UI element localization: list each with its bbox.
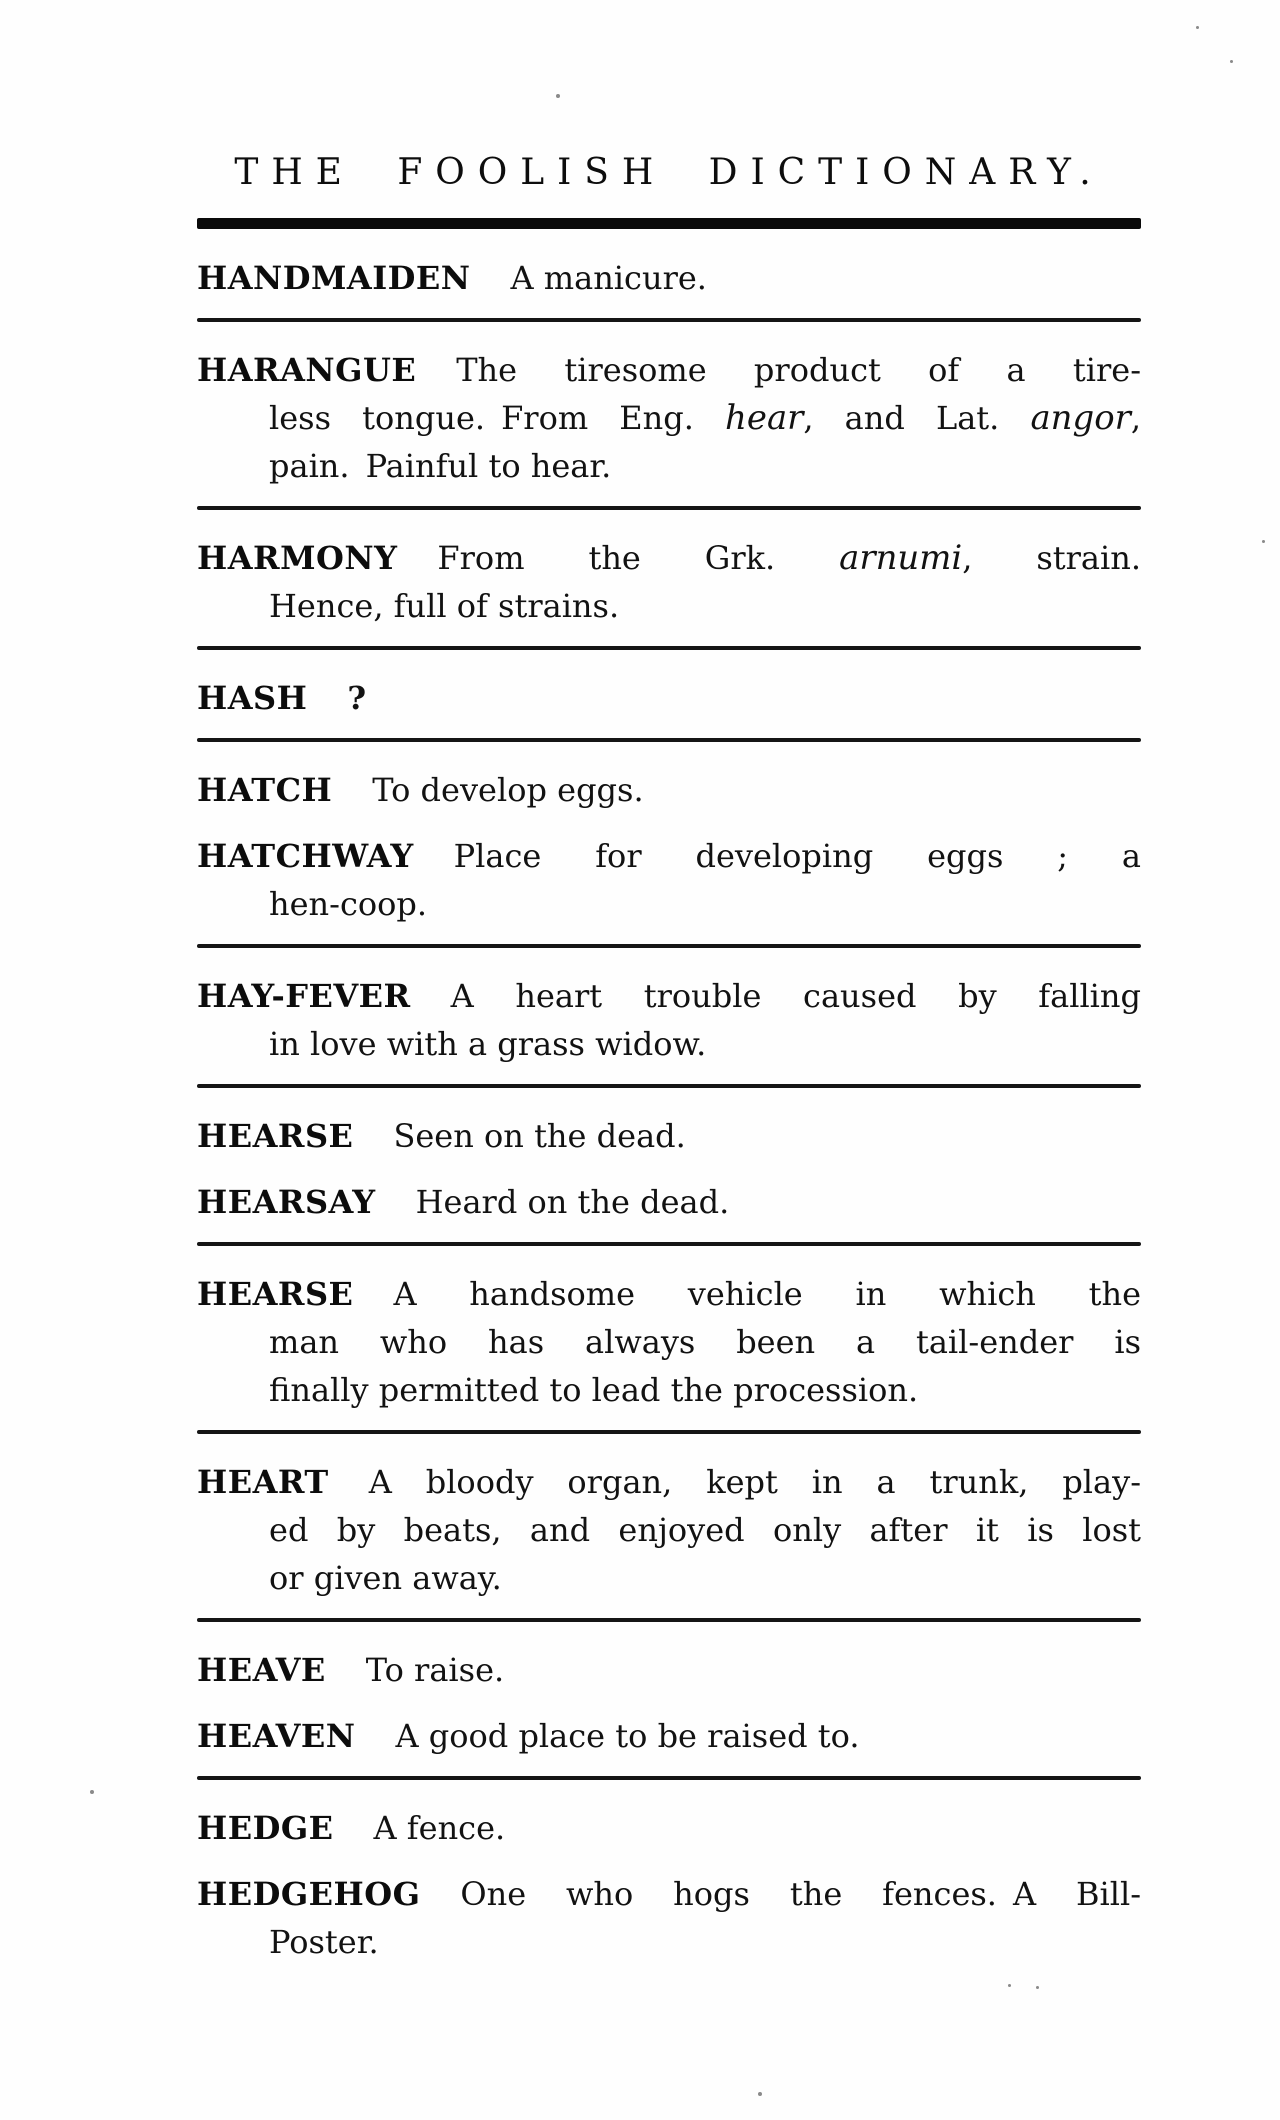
definition-text: ed by beats, and enjoyed only after it is lost — [269, 1510, 1141, 1549]
separator-rule — [197, 944, 1141, 948]
entry-term: HEARSE — [197, 1274, 354, 1313]
dictionary-entry — [197, 346, 1141, 490]
separator-rule — [197, 1776, 1141, 1780]
entry-line — [197, 582, 1141, 630]
entry-line — [197, 1506, 1141, 1554]
definition-text: From the Grk. — [437, 538, 840, 577]
entry-term: HANDMAIDEN — [197, 258, 471, 297]
entry-line — [197, 1318, 1141, 1366]
scan-speck — [556, 94, 560, 98]
entry-line — [197, 1366, 1141, 1414]
separator-rule — [197, 506, 1141, 510]
scan-speck — [1230, 60, 1233, 63]
separator-rule — [197, 646, 1141, 650]
dictionary-entry — [197, 254, 1141, 302]
definition-text: A manicure. — [510, 258, 707, 297]
definition-text: The tiresome product of a tire- — [456, 350, 1141, 389]
definition-text: , strain. — [962, 538, 1142, 577]
entry-line — [197, 1804, 1141, 1852]
page-content — [197, 0, 1141, 1966]
scan-speck — [1008, 1984, 1011, 1987]
header-rule — [197, 218, 1141, 229]
dictionary-entry — [197, 1458, 1141, 1602]
entry-line — [197, 1112, 1141, 1160]
dictionary-entry — [197, 1646, 1141, 1694]
entry-term: HEAVEN — [197, 1716, 356, 1755]
separator-rule — [197, 1084, 1141, 1088]
separator-rule — [197, 1618, 1141, 1622]
entry-line — [197, 534, 1141, 582]
definition-text: less tongue. From Eng. — [269, 398, 726, 437]
dictionary-entry — [197, 1712, 1141, 1760]
entry-term: HEDGEHOG — [197, 1874, 421, 1913]
dictionary-entry — [197, 1870, 1141, 1966]
definition-text: man who has always been a tail-ender is — [269, 1322, 1141, 1361]
entry-line — [197, 1870, 1141, 1918]
dictionary-entry — [197, 766, 1141, 814]
definition-text: To develop eggs. — [372, 770, 644, 809]
entry-term: HATCH — [197, 770, 333, 809]
definition-text: hen-coop. — [269, 884, 428, 923]
definition-text: A good place to be raised to. — [395, 1716, 860, 1755]
entry-term: HEART — [197, 1462, 329, 1501]
dictionary-entry — [197, 1270, 1141, 1414]
entry-term: HEDGE — [197, 1808, 334, 1847]
definition-text: To raise. — [365, 1650, 505, 1689]
entry-line — [197, 1646, 1141, 1694]
definition-text: ? — [347, 678, 367, 717]
entry-line — [197, 1554, 1141, 1602]
definition-text: pain. Painful to hear. — [269, 446, 612, 485]
entry-line — [197, 346, 1141, 394]
entry-term: HEARSE — [197, 1116, 354, 1155]
entry-line — [197, 1712, 1141, 1760]
entry-line — [197, 832, 1141, 880]
dictionary-entry — [197, 832, 1141, 928]
entry-term: HARMONY — [197, 538, 398, 577]
entry-term: HEAVE — [197, 1650, 326, 1689]
entry-term: HEARSAY — [197, 1182, 376, 1221]
page-title: THE FOOLISH DICTIONARY. — [234, 152, 1104, 193]
dictionary-entry — [197, 674, 1141, 722]
definition-text: in love with a grass widow. — [269, 1024, 707, 1063]
entry-line — [197, 674, 1141, 722]
definition-text: finally permitted to lead the procession. — [269, 1370, 919, 1409]
etymology-italic: hear — [725, 397, 804, 437]
definition-text: Poster. — [269, 1922, 379, 1961]
definition-text: , and Lat. — [803, 398, 1031, 437]
entry-term: HATCHWAY — [197, 836, 414, 875]
entry-line — [197, 1458, 1141, 1506]
entry-line — [197, 880, 1141, 928]
scan-speck — [1196, 26, 1199, 29]
entries — [197, 254, 1141, 1966]
scan-speck — [758, 2092, 762, 2096]
definition-text: A fence. — [373, 1808, 506, 1847]
entry-line — [197, 1270, 1141, 1318]
separator-rule — [197, 738, 1141, 742]
entry-term: HARANGUE — [197, 350, 417, 389]
scan-speck — [1036, 1986, 1039, 1989]
separator-rule — [197, 1430, 1141, 1434]
definition-text: or given away. — [269, 1558, 502, 1597]
entry-line — [197, 1178, 1141, 1226]
separator-rule — [197, 1242, 1141, 1246]
dictionary-entry — [197, 1178, 1141, 1226]
entry-term: HASH — [197, 678, 308, 717]
separator-rule — [197, 318, 1141, 322]
entry-term: HAY-FEVER — [197, 976, 411, 1015]
entry-line — [197, 972, 1141, 1020]
definition-text: Place for developing eggs ; a — [453, 836, 1141, 875]
definition-text: A heart trouble caused by falling — [450, 976, 1141, 1015]
dictionary-entry — [197, 972, 1141, 1068]
definition-text: Heard on the dead. — [415, 1182, 730, 1221]
entry-line — [197, 442, 1141, 490]
dictionary-entry — [197, 534, 1141, 630]
definition-text: A handsome vehicle in which the — [393, 1274, 1141, 1313]
entry-line — [197, 254, 1141, 302]
entry-line — [197, 766, 1141, 814]
definition-text: Seen on the dead. — [393, 1116, 686, 1155]
scan-speck — [1262, 540, 1265, 543]
etymology-italic: arnumi — [839, 537, 963, 577]
dictionary-entry — [197, 1112, 1141, 1160]
entry-line — [197, 394, 1141, 442]
scan-speck — [90, 1790, 94, 1794]
dictionary-entry — [197, 1804, 1141, 1852]
etymology-italic: angor — [1030, 397, 1131, 437]
definition-text: A bloody organ, kept in a trunk, play- — [368, 1462, 1141, 1501]
entry-line — [197, 1020, 1141, 1068]
definition-text: Hence, full of strains. — [269, 586, 620, 625]
entry-line — [197, 1918, 1141, 1966]
definition-text: One who hogs the fences. A Bill- — [460, 1874, 1141, 1913]
definition-text: , — [1130, 398, 1142, 437]
